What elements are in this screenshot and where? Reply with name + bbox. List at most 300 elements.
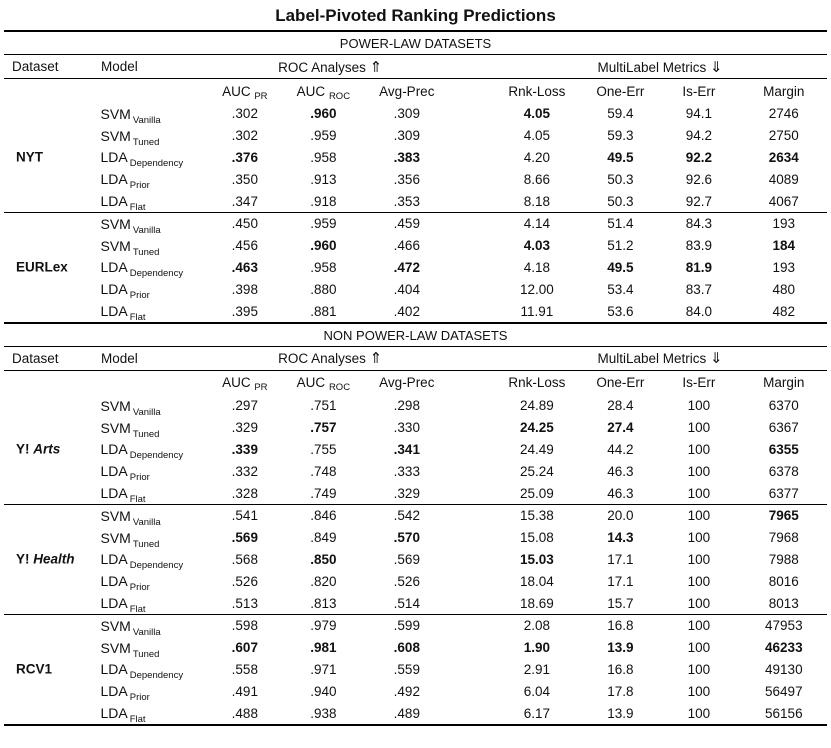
- is-err-cell: 100: [687, 551, 711, 567]
- model-cell: [93, 303, 206, 324]
- table-title: Label-Pivoted Ranking Predictions: [275, 6, 556, 25]
- one-err-cell: 46.3: [607, 485, 634, 501]
- auc-roc-cell: .820: [310, 573, 337, 589]
- auc-roc-cell: .846: [310, 508, 337, 524]
- model-name: LDA: [100, 573, 128, 590]
- auc-pr-cell: .558: [231, 661, 258, 677]
- group-header-row: [4, 347, 827, 370]
- column-header-row: [4, 371, 827, 395]
- auc-roc-header: [284, 83, 363, 102]
- model-name: SVM: [100, 507, 131, 524]
- margin-cell: 7965: [768, 508, 799, 524]
- avg-prec-cell: .298: [393, 398, 420, 414]
- model-cell: [93, 259, 206, 280]
- auc-pr-cell: .526: [231, 573, 258, 589]
- dataset-name-italic: Health: [33, 551, 75, 567]
- rnk-loss-cell: 18.69: [520, 595, 554, 611]
- model-name: LDA: [100, 281, 128, 298]
- auc-roc-cell: .958: [310, 149, 337, 165]
- margin-cell: 184: [772, 238, 796, 254]
- auc-roc-cell: .913: [310, 171, 337, 187]
- model-name: LDA: [100, 485, 128, 502]
- auc-roc-cell: .749: [310, 485, 337, 501]
- is-err-cell: 92.7: [685, 193, 713, 209]
- table-row: [4, 417, 827, 439]
- table-row: [4, 549, 827, 571]
- avg-prec-cell: .459: [393, 216, 420, 232]
- table-row: [4, 482, 827, 504]
- margin-cell: 49130: [765, 661, 803, 677]
- dataset-rows: [4, 395, 827, 504]
- auc-pr-cell: .329: [231, 420, 258, 436]
- table-row: [4, 570, 827, 592]
- dataset-block: [4, 505, 827, 614]
- margin-cell: 4089: [768, 171, 799, 187]
- auc-roc-cell: .940: [310, 683, 337, 699]
- avg-prec-cell: .542: [393, 508, 420, 524]
- one-err-cell: 17.1: [607, 573, 634, 589]
- avg-prec-cell: .353: [393, 193, 420, 209]
- multilabel-group-label: MultiLabel Metrics: [597, 351, 711, 367]
- model-cell: [93, 683, 206, 704]
- one-err-cell: 46.3: [607, 463, 634, 479]
- rnk-loss-cell: 24.49: [520, 441, 554, 457]
- table-row: [4, 257, 827, 279]
- rnk-loss-cell: 4.05: [523, 128, 551, 144]
- dataset-block: [4, 615, 827, 724]
- rnk-loss-cell: 4.20: [523, 149, 551, 165]
- one-err-cell: 16.8: [607, 661, 634, 677]
- model-cell: [93, 705, 206, 726]
- model-variant: Prior: [129, 472, 150, 484]
- auc-pr-sub: PR: [254, 382, 268, 394]
- table-body: [4, 32, 827, 726]
- table-row: [4, 300, 827, 322]
- model-cell: [93, 595, 206, 616]
- avg-prec-cell: .489: [393, 705, 420, 721]
- model-name: LDA: [100, 661, 128, 678]
- avg-prec-cell: .404: [393, 281, 420, 297]
- rnk-loss-cell: 4.05: [523, 106, 551, 122]
- margin-cell: 6377: [768, 485, 799, 501]
- table-row: [4, 213, 827, 235]
- one-err-cell: 15.7: [607, 595, 634, 611]
- margin-cell: 7968: [768, 530, 799, 546]
- is-err-cell: 84.3: [685, 216, 713, 232]
- model-cell: [93, 463, 206, 484]
- one-err-cell: 13.9: [607, 705, 634, 721]
- margin-header: Margin: [763, 83, 805, 99]
- dataset-name: RCV1: [16, 661, 53, 677]
- margin-cell: 193: [772, 216, 796, 232]
- table-row: [4, 592, 827, 614]
- rnk-loss-cell: 4.03: [523, 238, 551, 254]
- avg-prec-cell: .356: [393, 171, 420, 187]
- model-cell: [93, 551, 206, 572]
- table-row: [4, 190, 827, 212]
- avg-prec-cell: .570: [393, 530, 420, 546]
- table-row: [4, 395, 827, 417]
- rnk-loss-cell: 24.89: [520, 398, 554, 414]
- dataset-label: [16, 442, 60, 457]
- model-name: LDA: [100, 705, 128, 722]
- margin-header: Margin: [763, 375, 805, 391]
- model-cell: [93, 215, 206, 236]
- model-variant: Dependency: [129, 670, 184, 682]
- is-err-cell: 100: [687, 683, 711, 699]
- model-cell: [93, 419, 206, 440]
- is-err-cell: 100: [687, 463, 711, 479]
- auc-roc-cell: .960: [310, 238, 337, 254]
- margin-cell: 8013: [768, 595, 799, 611]
- model-variant: Tuned: [132, 136, 160, 148]
- avg-prec-cell: .569: [393, 551, 420, 567]
- auc-pr-cell: .302: [231, 128, 258, 144]
- rnk-loss-cell: 11.91: [520, 303, 554, 319]
- auc-pr-cell: .328: [231, 485, 258, 501]
- one-err-cell: 17.1: [607, 551, 634, 567]
- is-err-cell: 100: [687, 398, 711, 414]
- model-name: SVM: [100, 397, 131, 414]
- model-variant: Vanilla: [132, 114, 161, 126]
- auc-roc-cell: .751: [310, 398, 337, 414]
- up-arrow-icon: ⇑: [369, 58, 383, 76]
- avg-prec-cell: .329: [393, 485, 420, 501]
- table-row: [4, 103, 827, 125]
- model-name: SVM: [100, 419, 131, 436]
- is-err-cell: 84.0: [685, 303, 713, 319]
- is-err-header: Is-Err: [682, 83, 716, 99]
- auc-label: AUC: [222, 375, 255, 391]
- model-name: LDA: [100, 193, 128, 210]
- rnk-loss-cell: 8.18: [523, 193, 551, 209]
- auc-roc-header: [284, 375, 363, 394]
- margin-cell: 7988: [768, 551, 799, 567]
- model-name: LDA: [100, 595, 128, 612]
- model-variant: Tuned: [132, 428, 160, 440]
- one-err-cell: 13.9: [607, 640, 634, 656]
- avg-prec-cell: .492: [393, 683, 420, 699]
- section-heading: POWER-LAW DATASETS: [339, 36, 492, 51]
- model-variant: Prior: [129, 180, 150, 192]
- table-row: [4, 125, 827, 147]
- auc-pr-cell: .607: [231, 640, 258, 656]
- auc-pr-cell: .302: [231, 106, 258, 122]
- is-err-header: Is-Err: [682, 375, 716, 391]
- multilabel-group-header: [493, 349, 827, 367]
- is-err-cell: 92.2: [685, 149, 713, 165]
- model-variant: Prior: [129, 692, 150, 704]
- rnk-loss-header: Rnk-Loss: [508, 83, 566, 99]
- auc-pr-cell: .456: [231, 238, 258, 254]
- model-cell: [93, 639, 206, 660]
- rnk-loss-cell: 2.08: [523, 618, 551, 634]
- auc-pr-cell: .347: [231, 193, 258, 209]
- model-name: SVM: [100, 237, 131, 254]
- dataset-name-italic: Arts: [33, 441, 61, 457]
- dataset-header: Dataset: [12, 350, 59, 366]
- table-row: [4, 235, 827, 257]
- model-header: Model: [101, 350, 138, 366]
- auc-label: AUC: [296, 375, 329, 391]
- rnk-loss-cell: 4.18: [523, 259, 551, 275]
- auc-pr-cell: .488: [231, 705, 258, 721]
- avg-prec-cell: .309: [393, 128, 420, 144]
- table-row: [4, 168, 827, 190]
- one-err-cell: 59.4: [607, 106, 634, 122]
- auc-roc-cell: .981: [310, 640, 337, 656]
- multilabel-group-label: MultiLabel Metrics: [597, 59, 711, 75]
- is-err-cell: 100: [687, 530, 711, 546]
- table-row: [4, 637, 827, 659]
- is-err-cell: 92.6: [685, 171, 713, 187]
- rnk-loss-cell: 18.04: [520, 573, 554, 589]
- one-err-cell: 50.3: [607, 171, 634, 187]
- avg-prec-cell: .309: [393, 106, 420, 122]
- dataset-name: EURLex: [16, 259, 68, 275]
- model-name: SVM: [100, 617, 131, 634]
- avg-prec-cell: .341: [393, 441, 420, 457]
- model-variant: Dependency: [129, 560, 184, 572]
- rnk-loss-cell: 12.00: [520, 281, 554, 297]
- one-err-cell: 53.6: [607, 303, 634, 319]
- table-row: [4, 439, 827, 461]
- avg-prec-header: Avg-Prec: [379, 83, 435, 99]
- auc-roc-cell: .757: [310, 420, 337, 436]
- is-err-cell: 100: [687, 573, 711, 589]
- model-variant: Prior: [129, 582, 150, 594]
- auc-label: AUC: [296, 83, 329, 99]
- one-err-cell: 14.3: [607, 530, 634, 546]
- table-row: [4, 147, 827, 169]
- auc-roc-cell: .959: [310, 128, 337, 144]
- auc-roc-cell: .849: [310, 530, 337, 546]
- auc-roc-cell: .881: [310, 303, 337, 319]
- auc-label: AUC: [222, 83, 255, 99]
- margin-cell: 2634: [768, 149, 799, 165]
- model-name: LDA: [100, 683, 128, 700]
- avg-prec-cell: .472: [393, 259, 420, 275]
- rnk-loss-cell: 2.91: [523, 661, 551, 677]
- model-cell: [93, 237, 206, 258]
- margin-cell: 56497: [765, 683, 803, 699]
- model-variant: Vanilla: [132, 406, 161, 418]
- rnk-loss-cell: 15.38: [520, 508, 554, 524]
- auc-pr-cell: .463: [231, 259, 258, 275]
- model-cell: [93, 127, 206, 148]
- model-name: SVM: [100, 215, 131, 232]
- model-variant: Flat: [129, 312, 146, 324]
- auc-pr-cell: .395: [231, 303, 258, 319]
- avg-prec-cell: .402: [393, 303, 420, 319]
- margin-cell: 6355: [768, 441, 799, 457]
- dataset-label: [16, 260, 68, 275]
- model-variant: Tuned: [132, 246, 160, 258]
- model-name: SVM: [100, 639, 131, 656]
- rnk-loss-cell: 6.17: [523, 705, 551, 721]
- model-cell: [93, 441, 206, 462]
- auc-roc-sub: ROC: [328, 382, 351, 394]
- model-variant: Flat: [129, 494, 146, 506]
- dataset-name: NYT: [16, 149, 43, 165]
- model-cell: [93, 397, 206, 418]
- model-name: LDA: [100, 149, 128, 166]
- auc-pr-header: [206, 375, 285, 394]
- table-row: [4, 680, 827, 702]
- is-err-cell: 83.7: [685, 281, 713, 297]
- is-err-cell: 100: [687, 661, 711, 677]
- margin-cell: 4067: [768, 193, 799, 209]
- auc-pr-cell: .491: [231, 683, 258, 699]
- is-err-cell: 100: [687, 508, 711, 524]
- margin-cell: 6378: [768, 463, 799, 479]
- auc-roc-cell: .958: [310, 259, 337, 275]
- rnk-loss-cell: 4.14: [523, 216, 551, 232]
- rnk-loss-cell: 24.25: [520, 420, 554, 436]
- up-arrow-icon: ⇑: [369, 350, 383, 368]
- one-err-cell: 51.4: [607, 216, 634, 232]
- model-cell: [93, 171, 206, 192]
- avg-prec-cell: .514: [393, 595, 420, 611]
- rnk-loss-cell: 15.03: [520, 551, 554, 567]
- is-err-cell: 83.9: [685, 238, 713, 254]
- is-err-cell: 100: [687, 640, 711, 656]
- one-err-cell: 44.2: [607, 441, 634, 457]
- dataset-rows: [4, 615, 827, 724]
- roc-group-header: [207, 58, 454, 76]
- dataset-block: [4, 371, 827, 504]
- is-err-cell: 81.9: [685, 259, 713, 275]
- avg-prec-cell: .466: [393, 238, 420, 254]
- auc-pr-sub: PR: [254, 90, 268, 102]
- dataset-label: [16, 552, 75, 567]
- roc-group-label: ROC Analyses: [278, 351, 370, 367]
- model-name: LDA: [100, 171, 128, 188]
- auc-pr-cell: .569: [231, 530, 258, 546]
- one-err-cell: 49.5: [607, 259, 634, 275]
- rnk-loss-cell: 6.04: [523, 683, 551, 699]
- margin-cell: 56156: [765, 705, 803, 721]
- one-err-cell: 28.4: [607, 398, 634, 414]
- dataset-block: [4, 79, 827, 212]
- down-arrow-icon: ⇓: [710, 58, 723, 76]
- multilabel-group-header: [493, 58, 827, 76]
- auc-roc-cell: .959: [310, 216, 337, 232]
- avg-prec-cell: .599: [393, 618, 420, 634]
- one-err-cell: 51.2: [607, 238, 634, 254]
- model-variant: Dependency: [129, 158, 184, 170]
- table-row: [4, 505, 827, 527]
- model-cell: [93, 149, 206, 170]
- dataset-label: [16, 662, 52, 677]
- auc-roc-cell: .755: [310, 441, 337, 457]
- rnk-loss-cell: 25.09: [520, 485, 554, 501]
- model-cell: [93, 193, 206, 214]
- model-name: LDA: [100, 441, 128, 458]
- model-cell: [93, 573, 206, 594]
- is-err-cell: 94.1: [685, 106, 713, 122]
- margin-cell: 480: [772, 281, 796, 297]
- avg-prec-cell: .608: [393, 640, 420, 656]
- avg-prec-cell: .330: [393, 420, 420, 436]
- margin-cell: 46233: [765, 640, 803, 656]
- auc-pr-cell: .398: [231, 281, 258, 297]
- model-name: LDA: [100, 259, 128, 276]
- model-variant: Flat: [129, 604, 146, 616]
- auc-roc-cell: .979: [310, 618, 337, 634]
- auc-roc-cell: .813: [310, 595, 337, 611]
- rnk-loss-header: Rnk-Loss: [508, 375, 566, 391]
- margin-cell: 6367: [768, 420, 799, 436]
- auc-pr-cell: .350: [231, 171, 258, 187]
- dataset-label: [16, 150, 43, 165]
- auc-pr-cell: .513: [231, 595, 258, 611]
- margin-cell: 6370: [768, 398, 799, 414]
- auc-roc-cell: .918: [310, 193, 337, 209]
- auc-roc-cell: .880: [310, 281, 337, 297]
- one-err-header: One-Err: [596, 83, 645, 99]
- table-row: [4, 278, 827, 300]
- is-err-cell: 100: [687, 420, 711, 436]
- table-row: [4, 659, 827, 681]
- auc-pr-cell: .332: [231, 463, 258, 479]
- is-err-cell: 100: [687, 595, 711, 611]
- one-err-cell: 50.3: [607, 193, 634, 209]
- auc-roc-cell: .960: [310, 106, 337, 122]
- roc-group-header: [207, 349, 454, 367]
- one-err-cell: 59.3: [607, 128, 634, 144]
- one-err-cell: 53.4: [607, 281, 634, 297]
- model-name: LDA: [100, 303, 128, 320]
- dataset-rows: [4, 213, 827, 322]
- auc-pr-cell: .541: [231, 508, 258, 524]
- table-row: [4, 615, 827, 637]
- one-err-cell: 49.5: [607, 149, 634, 165]
- model-variant: Vanilla: [132, 516, 161, 528]
- model-cell: [93, 105, 206, 126]
- avg-prec-cell: .383: [393, 149, 420, 165]
- rnk-loss-cell: 8.66: [523, 171, 551, 187]
- avg-prec-cell: .559: [393, 661, 420, 677]
- dataset-name-prefix: Y!: [16, 551, 34, 567]
- model-name: SVM: [100, 105, 131, 122]
- auc-roc-cell: .850: [310, 551, 337, 567]
- margin-cell: 2746: [768, 106, 799, 122]
- model-cell: [93, 661, 206, 682]
- auc-pr-header: [206, 83, 285, 102]
- table-row: [4, 527, 827, 549]
- auc-pr-cell: .297: [231, 398, 258, 414]
- one-err-header: One-Err: [596, 375, 645, 391]
- margin-cell: 482: [772, 303, 796, 319]
- dataset-rows: [4, 505, 827, 614]
- model-variant: Vanilla: [132, 224, 161, 236]
- dataset-name-prefix: Y!: [16, 441, 34, 457]
- dataset-block: [4, 213, 827, 322]
- model-variant: Dependency: [129, 450, 184, 462]
- auc-roc-cell: .938: [310, 705, 337, 721]
- auc-pr-cell: .339: [231, 441, 258, 457]
- is-err-cell: 100: [687, 485, 711, 501]
- model-variant: Tuned: [132, 648, 160, 660]
- margin-cell: 8016: [768, 573, 799, 589]
- model-variant: Vanilla: [132, 626, 161, 638]
- avg-prec-cell: .526: [393, 573, 420, 589]
- dataset-rows: [4, 103, 827, 212]
- model-cell: [93, 529, 206, 550]
- model-cell: [93, 617, 206, 638]
- one-err-cell: 17.8: [607, 683, 634, 699]
